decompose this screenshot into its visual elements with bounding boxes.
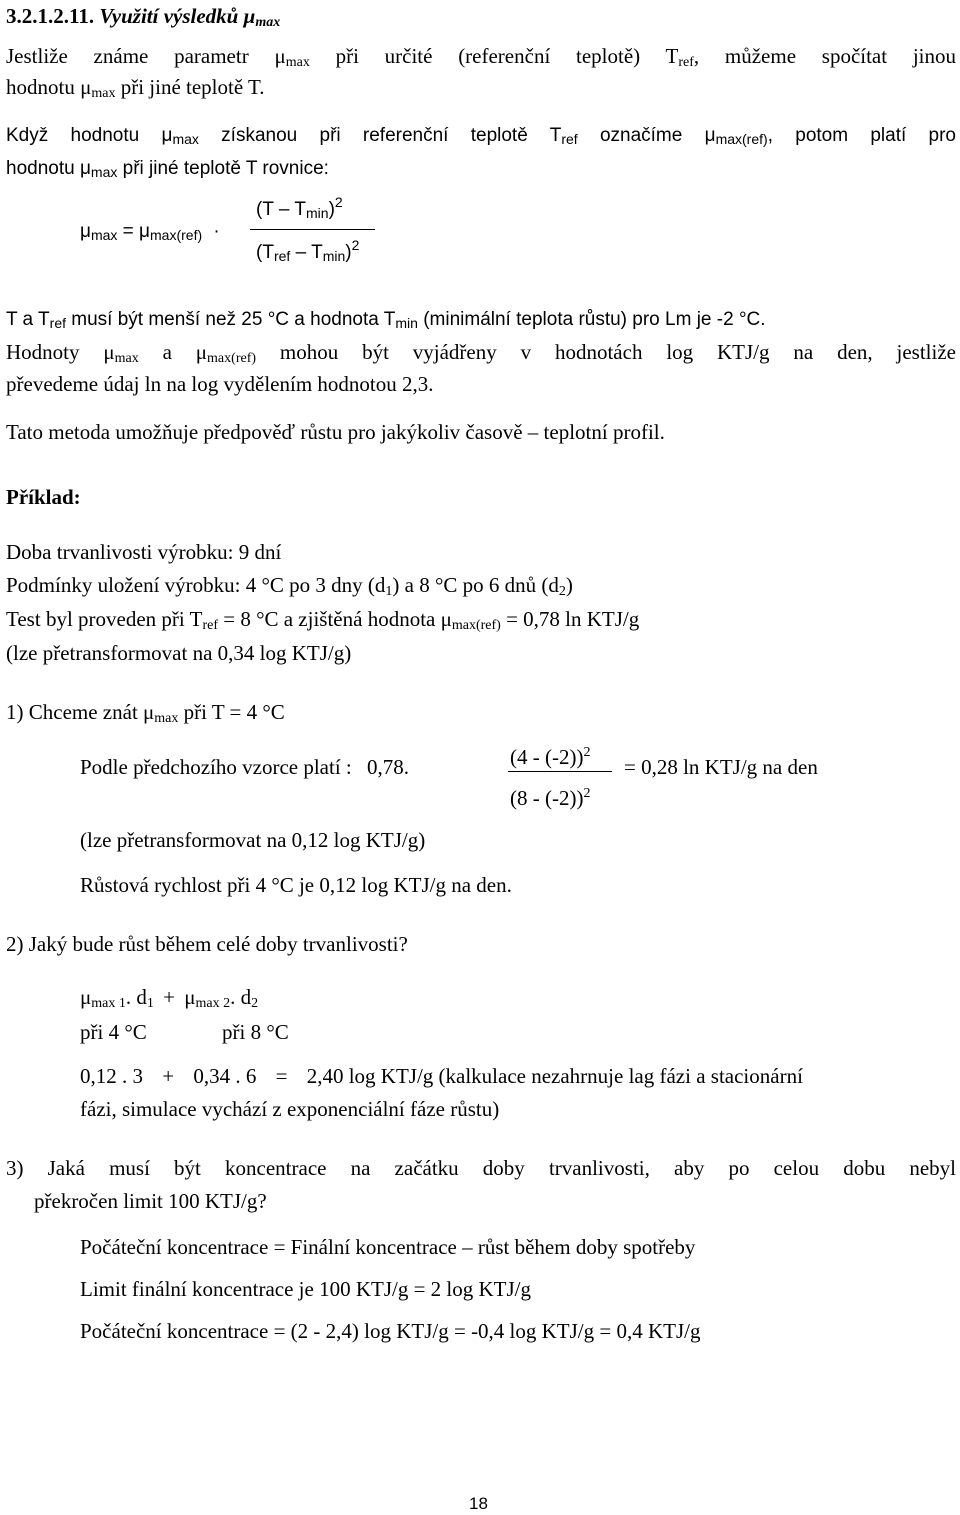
paragraph-conditions: T a $T_{ref}$ musí být menší než 25 °C a hodnota $T_{min}$ (minimální teplota růstu) pro Lm je -2 °C. [6,309,766,331]
q2-formula: $\mu_{max 1}$. $d_1 + \mu_{max 2}$. $d_2$ [80,985,259,1011]
paragraph-intro-line2: hodnotu $\mu_{max}$ při jiné teplotě T. [6,75,265,101]
formula-denominator: $(T_{ref} - T_{min})^2$ [256,237,360,264]
q1-formula-fraction-bar [508,771,612,772]
question-3-line2: překročen limit 100 KTJ/g? [34,1189,267,1213]
formula-numerator: $(T - T_{min})^2$ [256,194,343,221]
paragraph-units-line1: Hodnoty $\mu_{max}$ a $\mu_{max(ref)}$ mohou být vyjádřeny v hodnotách log KTJ/g na den, jestliže [6,340,956,366]
q1-formula-denominator: (8 - (-2))$^2$ [510,786,591,810]
example-test-conditions: Test byl proveden při $T_{ref} = 8$ °C a zjištěná hodnota $\mu_{max(ref)} = 0,78$ ln KTJ/g [6,607,640,633]
example-storage-conditions: Podmínky uložení výrobku: 4 °C po 3 dny $(d_1)$ a 8 °C po 6 dnů $(d_2)$ [6,573,573,599]
example-conversion-note: (lze přetransformovat na 0,34 log KTJ/g) [6,641,352,665]
question-1: 1) Chceme znát $\mu_{max}$ při T = 4 °C [6,700,285,726]
q1-formula-lead: Podle předchozího vzorce platí : 0,78. [80,755,409,779]
paragraph-reference-line1: Když hodnotu $\mu_{max}$ získanou při referenční teplotě $T_{ref}$ označíme $\mu_{max(ref)}$, potom platí pro [6,125,956,147]
q1-formula-result: = 0,28 ln KTJ/g na den [624,755,818,779]
section-heading: 3.2.1.2.11. Využití výsledků $\mu_{max}$ [6,4,281,30]
q3-initial-concentration-result: Počáteční koncentrace = (2 - 2,4) log KTJ/g = -0,4 log KTJ/g = 0,4 KTJ/g [80,1319,701,1343]
question-2: 2) Jaký bude růst během celé doby trvanlivosti? [6,932,408,956]
formula-fraction-bar [250,229,375,230]
formula-lhs: $\mu_{max} = \mu_{max(ref)}$ · [80,221,220,243]
q2-calculation-note: fázi, simulace vychází z exponenciální fáze růstu) [80,1097,500,1121]
q2-label-8c: při 8 °C [222,1020,289,1044]
page-number: 18 [469,1494,488,1513]
q1-conversion-note: (lze přetransformovat na 0,12 log KTJ/g) [80,828,426,852]
q1-formula-numerator: (4 - (-2))$^2$ [510,745,591,769]
paragraph-intro-line1: Jestliže známe parametr $\mu_{max}$ při určité (referenční teplotě) $T_{ref}$, můžeme spočítat jinou [6,44,957,70]
paragraph-reference-line2: hodnotu $\mu_{max}$ při jiné teplotě T rovnice: [6,158,329,180]
question-3-line1: 3) Jaká musí být koncentrace na začátku doby trvanlivosti, aby po celou dobu nebyl [6,1156,956,1180]
example-shelf-life: Doba trvanlivosti výrobku: 9 dní [6,540,282,564]
q1-result: Růstová rychlost při 4 °C je 0,12 log KTJ/g na den. [80,873,512,897]
example-heading: Příklad: [6,485,81,509]
q2-calculation: 0,12 . 3 + 0,34 . 6 = 2,40 log KTJ/g (kalkulace nezahrnuje lag fázi a stacionární [80,1064,803,1088]
paragraph-units-line2: převedeme údaj ln na log vydělením hodnotou 2,3. [6,372,434,396]
paragraph-method: Tato metoda umožňuje předpověď růstu pro jakýkoliv časově – teplotní profil. [6,420,665,444]
q3-final-limit: Limit finální koncentrace je 100 KTJ/g = 2 log KTJ/g [80,1277,531,1301]
q3-initial-concentration-formula: Počáteční koncentrace = Finální koncentrace – růst během doby spotřeby [80,1235,696,1259]
q2-label-4c: při 4 °C [80,1020,147,1044]
